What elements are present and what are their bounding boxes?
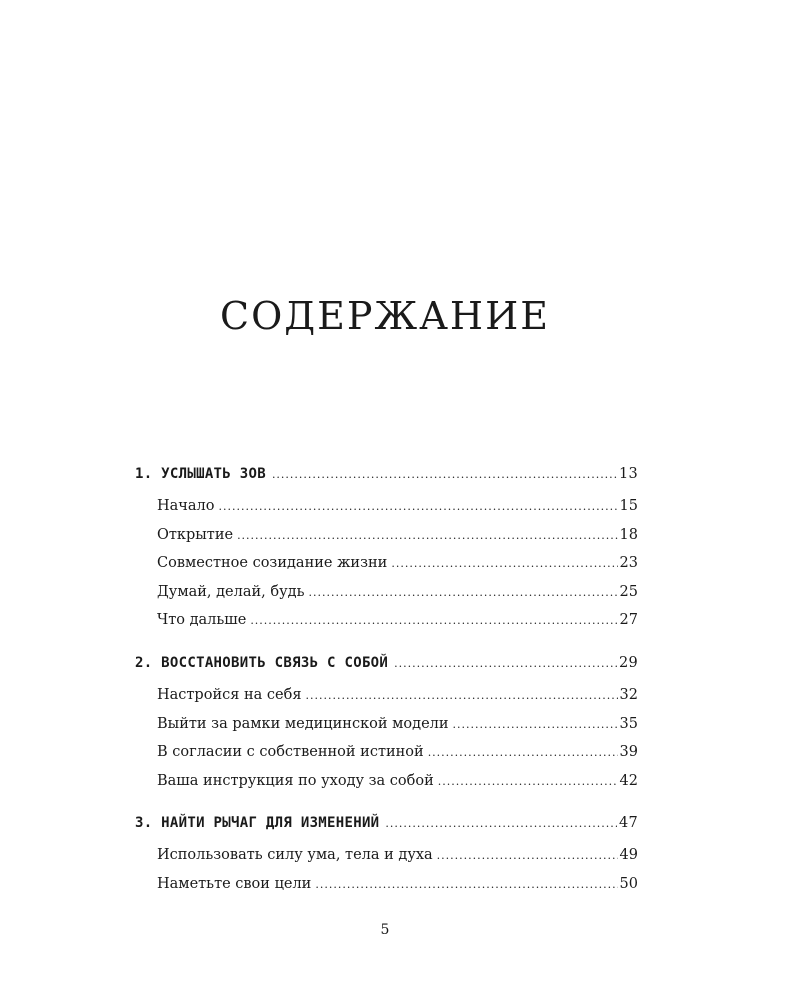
- toc-entry[interactable]: [135, 606, 638, 635]
- dot-leader: [305, 682, 617, 711]
- chapter-title: 2. ВОССТАНОВИТЬ СВЯЗЬ С СОБОЙ: [135, 654, 389, 671]
- toc-chapter-entry[interactable]: [135, 460, 638, 489]
- page-number: 42: [619, 772, 638, 789]
- page-number: 47: [618, 815, 638, 832]
- toc-entry[interactable]: [135, 710, 638, 739]
- entry-title: Что дальше: [157, 612, 247, 629]
- toc-entry[interactable]: [135, 841, 638, 870]
- dot-leader: [394, 650, 617, 679]
- toc-chapter-entry[interactable]: [135, 649, 638, 678]
- page-number: 39: [619, 744, 638, 761]
- entry-title: Начало: [157, 498, 215, 514]
- dot-leader: [315, 871, 617, 900]
- toc-entry[interactable]: [135, 549, 638, 578]
- entry-title: Думай, делай, будь: [157, 583, 305, 600]
- entry-title: Выйти за рамки медицинской модели: [157, 715, 449, 732]
- entry-title: В согласии с собственной истиной: [157, 744, 424, 761]
- toc-chapter-entry[interactable]: [135, 809, 638, 838]
- page-number: 15: [619, 498, 638, 514]
- toc-entry[interactable]: [135, 578, 638, 607]
- table-of-contents: [135, 460, 638, 913]
- dot-leader: [437, 842, 618, 871]
- toc-entry[interactable]: [135, 492, 638, 521]
- toc-entry[interactable]: [135, 681, 638, 710]
- page-number: 49: [619, 847, 638, 864]
- page-number: 18: [619, 526, 638, 543]
- page-number: 23: [619, 555, 638, 572]
- toc-entry[interactable]: [135, 870, 638, 899]
- entry-title: Наметьте свои цели: [157, 875, 312, 892]
- page-number: 29: [618, 654, 638, 671]
- toc-entry[interactable]: [135, 521, 638, 550]
- page-title: СОДЕРЖАНИЕ: [220, 294, 550, 338]
- toc-section-1: [135, 460, 638, 635]
- entry-title: Ваша инструкция по уходу за собой: [157, 772, 434, 789]
- dot-leader: [438, 768, 618, 797]
- toc-entry[interactable]: [135, 767, 638, 796]
- toc-section-3: [135, 809, 638, 898]
- dot-leader: [250, 607, 617, 636]
- dot-leader: [237, 522, 617, 551]
- dot-leader: [453, 711, 618, 740]
- page-number: 25: [619, 583, 638, 600]
- footer-page-number: 5: [380, 922, 390, 938]
- dot-leader: [308, 579, 617, 608]
- toc-section-2: [135, 649, 638, 795]
- page-number: 35: [619, 715, 638, 732]
- toc-entry[interactable]: [135, 738, 638, 767]
- dot-leader: [428, 739, 618, 768]
- dot-leader: [391, 550, 617, 579]
- dot-leader: [385, 810, 617, 839]
- entry-title: Совместное созидание жизни: [157, 555, 388, 572]
- dot-leader: [218, 493, 617, 522]
- page-number: 32: [619, 686, 638, 703]
- entry-title: Настройся на себя: [157, 686, 302, 703]
- page-number: 50: [619, 875, 638, 892]
- entry-title: Использовать силу ума, тела и духа: [157, 847, 433, 864]
- chapter-title: 3. НАЙТИ РЫЧАГ ДЛЯ ИЗМЕНЕНИЙ: [135, 815, 380, 832]
- entry-title: Открытие: [157, 526, 234, 543]
- chapter-title: 1. УСЛЫШАТЬ ЗОВ: [135, 466, 266, 482]
- dot-leader: [272, 461, 617, 490]
- page-number: 13: [618, 466, 638, 482]
- page-number: 27: [619, 612, 638, 629]
